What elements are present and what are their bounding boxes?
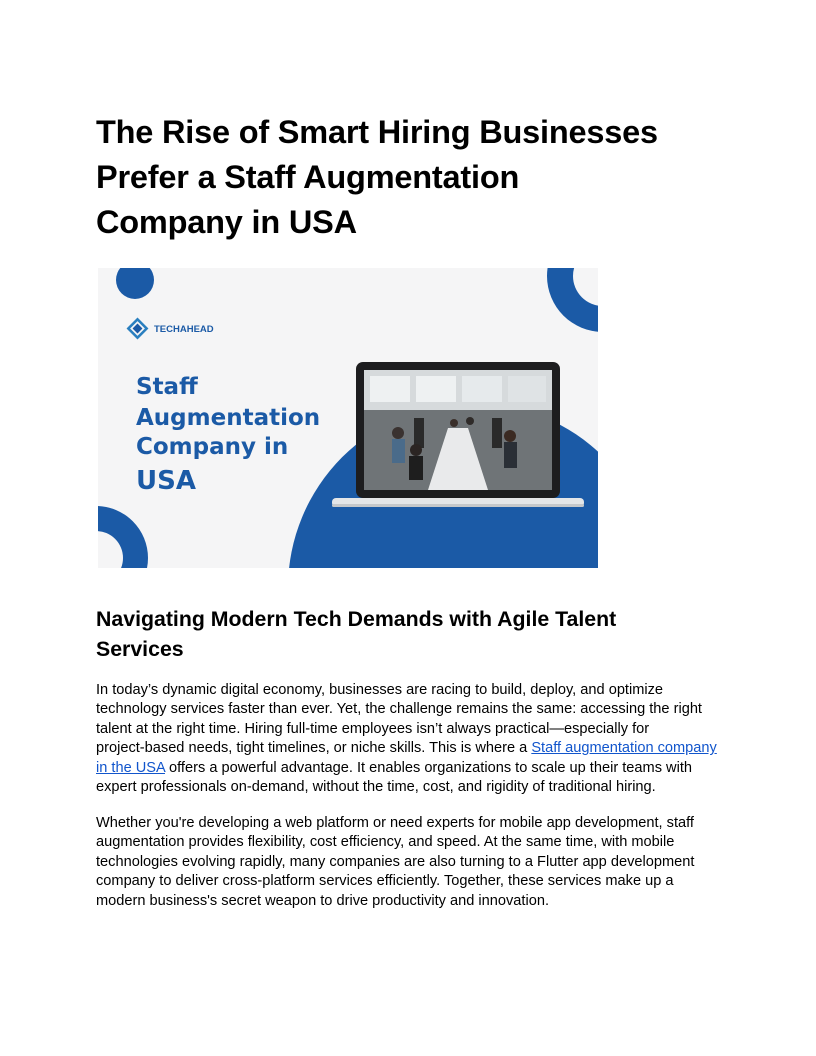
paragraph-text: offers a powerful advantage. It enables organizations to scale up their teams with	[164, 759, 693, 776]
paragraph-line: technology services faster than ever. Yet, the challenge remains the same: accessing the right	[96, 701, 702, 718]
brand-name: TECHAHEAD	[154, 324, 214, 335]
section-heading-line: Navigating Modern Tech Demands with Agile Talent	[96, 607, 617, 631]
techahead-logo-icon	[128, 319, 146, 337]
page-title	[96, 110, 736, 245]
hero-headline-line: USA	[136, 466, 196, 496]
paragraph-line: technologies evolving rapidly, many companies are also turning to a Flutter app development	[96, 853, 695, 870]
paragraph-flexibility	[96, 814, 736, 911]
staff-augmentation-link[interactable]: Staff augmentation company	[531, 740, 717, 757]
title-line: Company in USA	[96, 204, 357, 240]
paragraph-line: modern business's secret weapon to drive productivity and innovation.	[96, 892, 550, 909]
paragraph-text: project-based needs, tight timelines, or niche skills. This is where a	[96, 740, 532, 757]
title-line: The Rise of Smart Hiring Businesses	[96, 114, 658, 150]
section-heading	[96, 604, 736, 664]
laptop-illustration	[332, 362, 584, 507]
paragraph-line: company to deliver cross-platform services efficiently. Together, these services make up a	[96, 873, 674, 890]
paragraph-line: augmentation provides flexibility, cost efficiency, and speed. At the same time, with mobile	[96, 834, 675, 851]
paragraph-line: Whether you're developing a web platform or need experts for mobile app development, staff	[96, 815, 694, 831]
hero-headline-line: Staff	[136, 374, 198, 400]
hero-banner-image	[98, 268, 598, 568]
hero-headline-line: Augmentation	[136, 405, 321, 431]
section-heading-line: Services	[96, 637, 184, 661]
paragraph-intro	[96, 681, 736, 797]
hero-headline-line: Company in	[136, 434, 289, 460]
paragraph-line: talent at the right time. Hiring full-time employees isn’t always practical—especially for	[96, 720, 650, 737]
paragraph-line	[96, 739, 736, 758]
paragraph-line: In today’s dynamic digital economy, businesses are racing to build, deploy, and optimize	[96, 682, 664, 698]
paragraph-line	[96, 759, 736, 778]
hero-illustration	[98, 268, 598, 568]
staff-augmentation-link-continued[interactable]: in the USA	[96, 759, 165, 776]
paragraph-line: expert professionals on-demand, without the time, cost, and rigidity of traditional hiring.	[96, 779, 656, 796]
decor-circle-top-left	[116, 268, 154, 299]
title-line: Prefer a Staff Augmentation	[96, 159, 520, 195]
